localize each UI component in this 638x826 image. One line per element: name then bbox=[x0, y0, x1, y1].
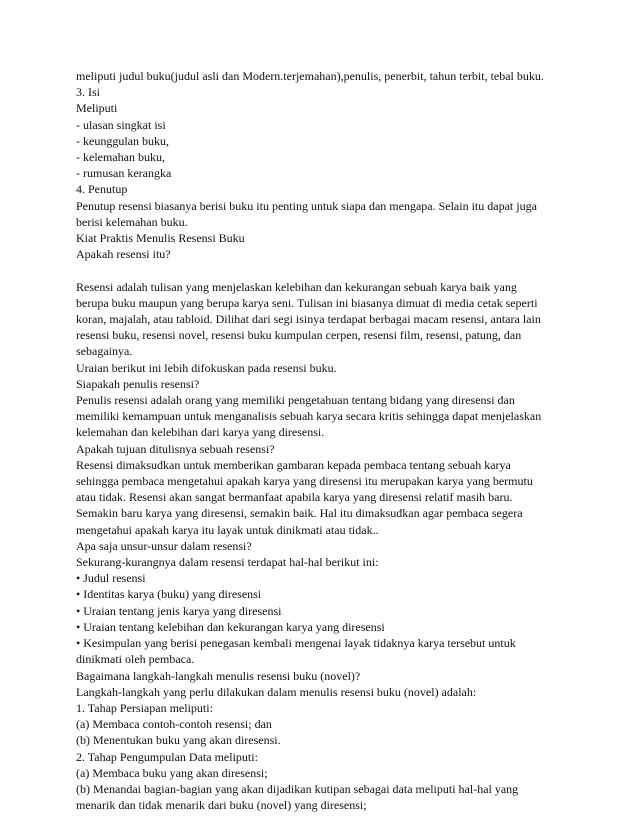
text-line: koran, majalah, atau tabloid. Dilihat dari segi isinya terdapat berbagai macam resensi, antara lain bbox=[76, 312, 541, 327]
text-line: sebagainya. bbox=[76, 344, 133, 359]
text-line: • Uraian tentang kelebihan dan kekurangan karya yang diresensi bbox=[76, 619, 385, 634]
text-line: Meliputi bbox=[76, 101, 118, 116]
text-line: (b) Menentukan buku yang akan diresensi. bbox=[76, 733, 281, 748]
text-line: - keunggulan buku, bbox=[76, 133, 169, 148]
document-page bbox=[76, 68, 566, 813]
text-line: 1. Tahap Persiapan meliputi: bbox=[76, 700, 213, 715]
text-line: • Judul resensi bbox=[76, 571, 146, 586]
text-line: Uraian berikut ini lebih difokuskan pada resensi buku. bbox=[76, 360, 337, 375]
text-line: sehingga pembaca mengetahui apakah karya yang diresensi itu merupakan karya yang bermutu bbox=[76, 474, 533, 489]
text-line: • Kesimpulan yang berisi penegasan kembali mengenai layak tidaknya karya tersebut untuk bbox=[76, 636, 516, 651]
text-line: Apa saja unsur-unsur dalam resensi? bbox=[76, 538, 252, 553]
text-line: • Uraian tentang jenis karya yang diresensi bbox=[76, 603, 282, 618]
text-line: meliputi judul buku(judul asli dan Modern.terjemahan),penulis, penerbit, tahun terbit, tebal buku. bbox=[76, 69, 544, 83]
text-line: Resensi dimaksudkan untuk memberikan gambaran kepada pembaca tentang sebuah karya bbox=[76, 457, 511, 472]
text-line: Penulis resensi adalah orang yang memiliki pengetahuan tentang bidang yang diresensi dan bbox=[76, 393, 515, 408]
text-line: Penutup resensi biasanya berisi buku itu penting untuk siapa dan mengapa. Selain itu dapat juga bbox=[76, 198, 537, 213]
text-line: berupa buku maupun yang berupa karya seni. Tulisan ini biasanya dimuat di media cetak seperti bbox=[76, 295, 538, 310]
text-line: 3. Isi bbox=[76, 85, 100, 100]
text-line: 4. Penutup bbox=[76, 182, 128, 197]
text-line: Siapakah penulis resensi? bbox=[76, 376, 200, 391]
text-line: 2. Tahap Pengumpulan Data meliputi: bbox=[76, 749, 258, 764]
text-line: • Identitas karya (buku) yang diresensi bbox=[76, 587, 262, 602]
text-line: atau tidak. Resensi akan sangat bermanfaat apabila karya yang diresensi relatif masih baru. bbox=[76, 490, 513, 505]
text-line: - ulasan singkat isi bbox=[76, 117, 166, 132]
text-line: (b) Menandai bagian-bagian yang akan dijadikan kutipan sebagai data meliputi hal-hal yang bbox=[76, 781, 519, 796]
text-line: kelemahan dan kelebihan dari karya yang diresensi. bbox=[76, 425, 325, 440]
blank-line bbox=[76, 262, 566, 278]
text-line: resensi buku, resensi novel, resensi buku kumpulan cerpen, resensi film, resensi, patung, dan bbox=[76, 328, 522, 343]
text-line: menarik dan tidak menarik dari buku (novel) yang diresensi; bbox=[76, 798, 367, 813]
text-line: Resensi adalah tulisan yang menjelaskan kelebihan dan kekurangan sebuah karya baik yang bbox=[76, 279, 517, 294]
text-line: (a) Membaca buku yang akan diresensi; bbox=[76, 765, 268, 780]
text-line: - kelemahan buku, bbox=[76, 150, 165, 165]
text-line: Langkah-langkah yang perlu dilakukan dalam menulis resensi buku (novel) adalah: bbox=[76, 684, 477, 699]
text-line: Bagaimana langkah-langkah menulis resensi buku (novel)? bbox=[76, 668, 361, 683]
text-line: dinikmati oleh pembaca. bbox=[76, 652, 195, 667]
text-line: Semakin baru karya yang diresensi, semakin baik. Hal itu dimaksudkan agar pembaca segera bbox=[76, 506, 523, 521]
text-line: mengetahui apakah karya itu layak untuk dinikmati atau tidak.. bbox=[76, 522, 379, 537]
text-line: berisi kelemahan buku. bbox=[76, 214, 188, 229]
text-line: memiliki kemampuan untuk menganalisis sebuah karya secara kritis sehingga dapat menjelaskan bbox=[76, 409, 542, 424]
text-line: Apakah resensi itu? bbox=[76, 247, 171, 262]
text-line: Kiat Praktis Menulis Resensi Buku bbox=[76, 231, 245, 246]
text-line: Apakah tujuan ditulisnya sebuah resensi? bbox=[76, 441, 275, 456]
text-line: (a) Membaca contoh-contoh resensi; dan bbox=[76, 717, 272, 732]
text-line: Sekurang-kurangnya dalam resensi terdapat hal-hal berikut ini: bbox=[76, 555, 379, 570]
text-line: - rumusan kerangka bbox=[76, 166, 172, 181]
